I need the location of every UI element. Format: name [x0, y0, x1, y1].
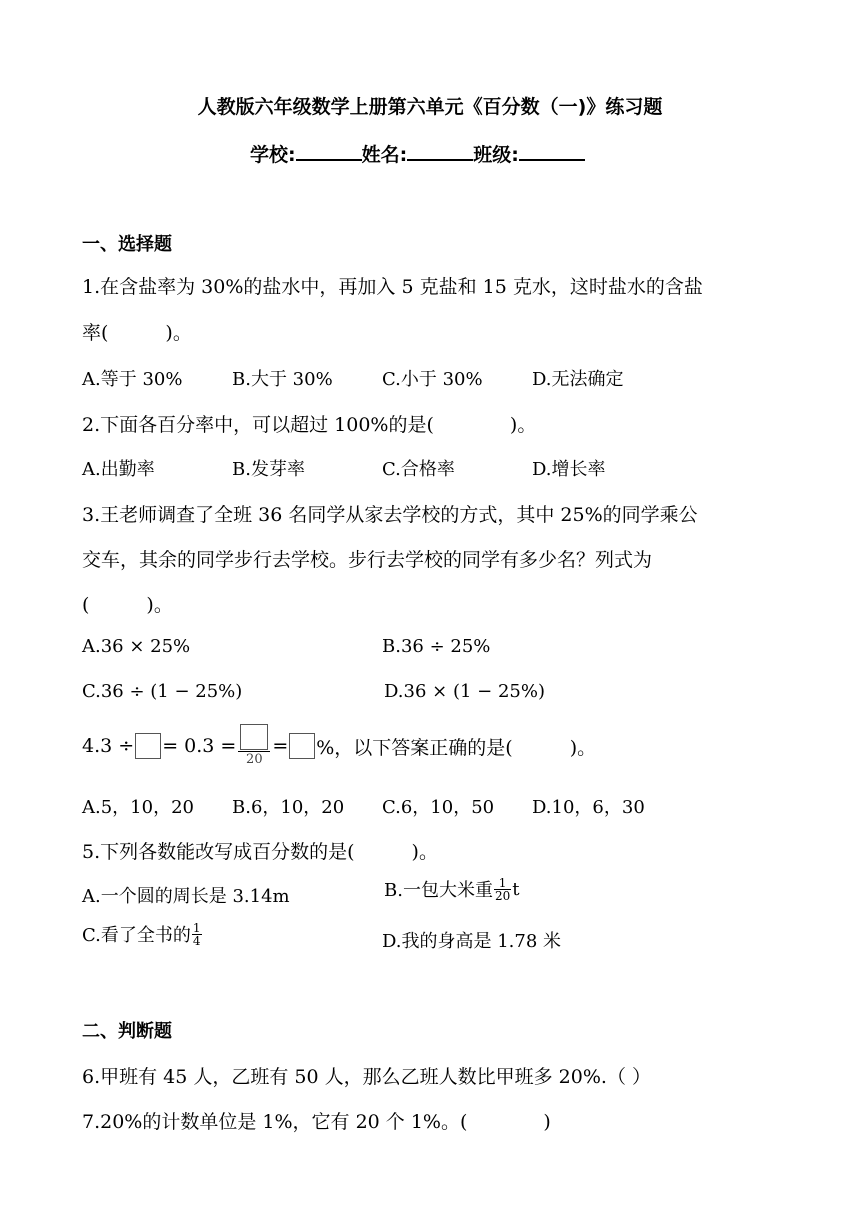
q5-option-c[interactable] — [82, 921, 203, 947]
q4-answer-box-2[interactable] — [240, 724, 268, 750]
q5-option-b-unit: t — [512, 878, 520, 900]
school-label: 学校: — [250, 144, 296, 166]
question-7: 7.20%的计数单位是 1%，它有 20 个 1%。( ) — [82, 1111, 551, 1133]
section-judge-title: 二、判断题 — [82, 1021, 172, 1042]
q5-option-b-fraction — [494, 877, 511, 902]
q4-option-c[interactable]: C.6，10，50 — [382, 797, 495, 818]
class-label: 班级: — [473, 144, 519, 166]
q4-answer-box-3[interactable] — [289, 733, 315, 759]
q4-equals: = — [272, 735, 289, 757]
question-3-line3: ( )。 — [82, 594, 173, 616]
student-info-line — [250, 140, 585, 167]
q5-option-b-denominator: 20 — [494, 888, 511, 903]
q4-option-d[interactable]: D.10，6，30 — [532, 797, 645, 818]
q5-option-b[interactable] — [384, 876, 519, 902]
q5-option-b-numerator: 1 — [498, 875, 507, 890]
q5-option-a[interactable]: A.一个圆的周长是 3.14m — [82, 886, 290, 907]
q3-option-b[interactable]: B.36 ÷ 25% — [382, 636, 491, 657]
q4-answer-box-1[interactable] — [135, 733, 161, 759]
q5-option-c-denominator: 4 — [192, 933, 201, 948]
section-choice-title: 一、选择题 — [82, 234, 172, 255]
q2-option-a[interactable]: A.出勤率 — [82, 459, 155, 480]
q2-option-c[interactable]: C.合格率 — [382, 459, 455, 480]
q4-prefix: 4.3 ÷ — [82, 735, 135, 757]
question-4 — [82, 718, 596, 774]
name-label: 姓名: — [361, 144, 408, 166]
q5-option-d[interactable]: D.我的身高是 1.78 米 — [382, 931, 562, 952]
class-blank[interactable] — [519, 141, 585, 161]
q4-suffix: %，以下答案正确的是( )。 — [316, 736, 597, 759]
question-2: 2.下面各百分率中，可以超过 100%的是( )。 — [82, 414, 537, 436]
q1-option-c[interactable]: C.小于 30% — [382, 369, 483, 390]
q4-middle: = 0.3 = — [162, 735, 237, 757]
q5-option-c-text: C.看了全书的 — [82, 925, 191, 946]
question-5: 5.下列各数能改写成百分数的是( )。 — [82, 841, 438, 863]
q1-option-a[interactable]: A.等于 30% — [82, 369, 183, 390]
q1-option-b[interactable]: B.大于 30% — [232, 369, 333, 390]
q4-fraction-denominator: 20 — [246, 752, 263, 767]
q5-option-b-text: B.一包大米重 — [384, 880, 493, 901]
q2-option-b[interactable]: B.发芽率 — [232, 459, 305, 480]
q4-option-b[interactable]: B.6，10，20 — [232, 797, 345, 818]
question-6: 6.甲班有 45 人，乙班有 50 人，那么乙班人数比甲班多 20%.（ ） — [82, 1066, 651, 1088]
q3-option-d[interactable]: D.36 × (1 − 25%) — [384, 681, 545, 702]
q5-option-c-numerator: 1 — [192, 920, 201, 935]
q2-option-d[interactable]: D.增长率 — [532, 459, 606, 480]
q4-fraction — [238, 724, 270, 768]
question-3-line2: 交车，其余的同学步行去学校。步行去学校的同学有多少名？列式为 — [82, 549, 653, 571]
name-blank[interactable] — [407, 141, 473, 161]
q1-option-d[interactable]: D.无法确定 — [532, 369, 624, 390]
page-title: 人教版六年级数学上册第六单元《百分数（一)》练习题 — [197, 96, 663, 118]
q3-option-a[interactable]: A.36 × 25% — [82, 636, 191, 657]
q3-option-c[interactable]: C.36 ÷ (1 − 25%) — [82, 681, 243, 702]
question-1-line1: 1.在含盐率为 30%的盐水中，再加入 5 克盐和 15 克水，这时盐水的含盐 — [82, 276, 703, 298]
school-blank[interactable] — [296, 141, 362, 161]
question-1-line2: 率( )。 — [82, 322, 192, 344]
q4-option-a[interactable]: A.5，10，20 — [82, 797, 194, 818]
q5-option-c-fraction — [192, 922, 202, 947]
question-3-line1: 3.王老师调查了全班 36 名同学从家去学校的方式，其中 25%的同学乘公 — [82, 504, 698, 526]
